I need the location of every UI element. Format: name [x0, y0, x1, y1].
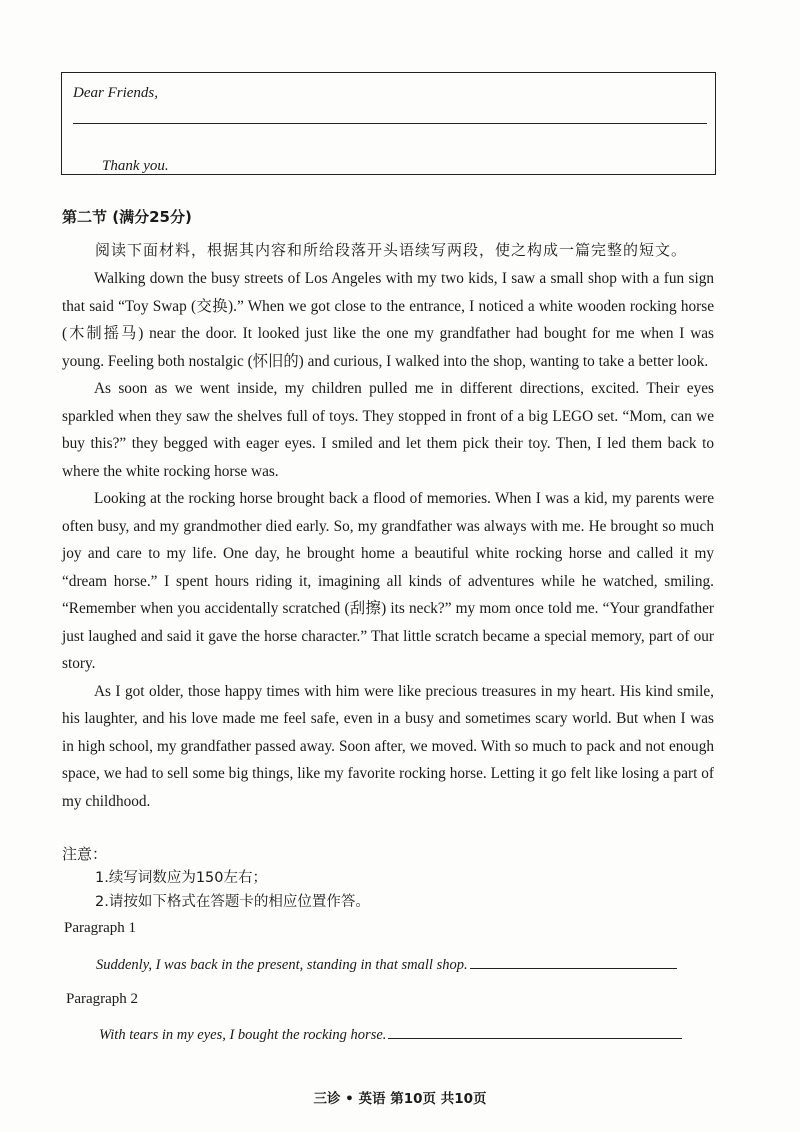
paragraph-1-opening-sentence: Suddenly, I was back in the present, standing in that small shop.: [96, 957, 468, 973]
story-passage: [62, 265, 714, 815]
letter-closing: Thank you.: [102, 158, 169, 174]
story-paragraph-4: As I got older, those happy times with him were like precious treasures in my heart. His kind smile, his laughter, and his love made me feel safe, even in a busy and sometimes scary world. But when I was in high school, my grandfather passed away. Soon after, we moved. With so much to pack and not enough space, we had to sell some big things, like my favorite rocking horse. Letting it go felt like losing a part of my childhood.: [62, 682, 714, 810]
story-paragraph-2: As soon as we went inside, my children pulled me in different directions, excited. Their eyes sparkled when they saw the shelves full of toys. They stopped in front of a big LEGO set. “Mom, can we buy this?” they begged with eager eyes. I smiled and let them pick their toy. Then, I led them back to where the white rocking horse was.: [62, 380, 714, 480]
paragraph-1-label: Paragraph 1: [64, 920, 137, 936]
page-footer: 三诊 • 英语 第10页 共10页: [313, 1091, 487, 1107]
paragraph-2-opening-sentence: With tears in my eyes, I bought the rocking horse.: [99, 1027, 387, 1043]
paragraph-2-label: Paragraph 2: [66, 991, 139, 1007]
section-instructions: 阅读下面材料，根据其内容和所给段落开头语续写两段，使之构成一篇完整的短文。: [95, 241, 688, 259]
story-paragraph-3: Looking at the rocking horse brought back a flood of memories. When I was a kid, my parents were often busy, and my grandmother died early. So, my grandfather was always with me. He brought so much joy and care to my life. One day, he brought home a beautiful white rocking horse and called it my “dream horse.” I spent hours riding it, imagining all kinds of adventures while he watched, smiling. “Remember when you accidentally scratched (刮擦) its neck?” my mom once told me. “Your grandfather just laughed and said it gave the horse character.” That little scratch became a special memory, part of our story.: [62, 490, 714, 672]
answer-blank-line-1: [470, 967, 677, 969]
notes-title: 注意：: [62, 845, 108, 863]
writing-line: [73, 123, 707, 124]
letter-writing-box: [61, 72, 716, 175]
story-paragraph-1: Walking down the busy streets of Los Angeles with my two kids, I saw a small shop with a fun sign that said “Toy Swap (交换).” When we got close to the entrance, I noticed a white wooden rocking horse (木制摇马) near the door. It looked just like the one my grandfather had bought for me when I was young. Feeling both nostalgic (怀旧的) and curious, I walked into the shop, wanting to take a better look.: [62, 270, 714, 370]
note-item-word-count: 1.续写词数应为150左右；: [95, 870, 268, 886]
note-item-format: 2.请按如下格式在答题卡的相应位置作答。: [95, 894, 370, 910]
paragraph-2-prompt: [99, 1027, 682, 1044]
answer-blank-line-2: [388, 1037, 682, 1039]
section-title: 第二节 (满分25分): [62, 208, 192, 226]
letter-greeting: Dear Friends,: [73, 85, 158, 101]
paragraph-1-prompt: [96, 957, 677, 974]
